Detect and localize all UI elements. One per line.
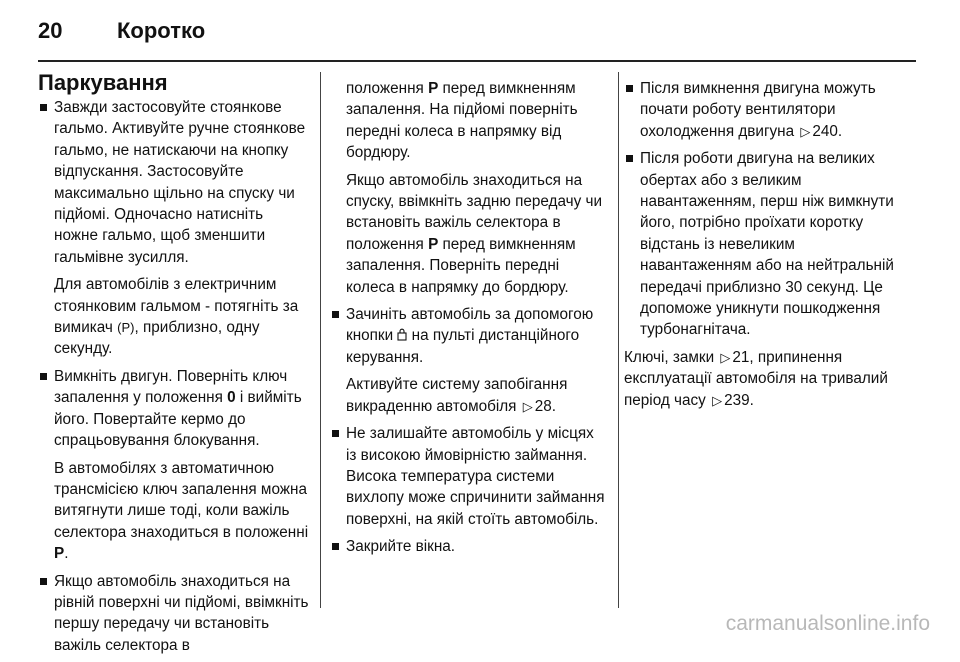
page-number: 20 <box>38 18 63 43</box>
list-item: Вимкніть двигун. Поверніть ключ запалення у положення 0 і вийміть його. Повертайте кермо до спрацьовування блокування. <box>38 366 310 452</box>
reference-arrow-icon: ▷ <box>720 349 731 365</box>
page-header <box>0 0 960 64</box>
page-reference[interactable]: 239. <box>724 391 754 409</box>
column-divider <box>618 72 619 608</box>
list-item: Не залишайте автомобіль у місцях із високою ймовірністю займання. Висока температура системи вихлопу може спричинити займання поверхні, на якій стоїть автомобіль. <box>330 423 605 530</box>
list-item: Зачиніть автомобіль за допомогою кнопки на пульті дистанційного керування. <box>330 304 605 368</box>
page-reference[interactable]: 240. <box>812 122 843 140</box>
chapter-title: Коротко <box>117 18 206 43</box>
page-reference[interactable]: 28. <box>534 397 556 415</box>
list-item: Закрийте вікна. <box>330 536 605 557</box>
header-rule <box>38 60 916 62</box>
cross-reference-paragraph: Ключі, замки ▷ 21, припинення експлуатації автомобіля на тривалий період часу ▷ 239. <box>624 347 910 411</box>
reference-arrow-icon: ▷ <box>522 398 533 414</box>
list-item: Завжди застосовуйте стоянкове гальмо. Активуйте ручне стоянкове гальмо, не натискаючи на кнопку відпускання. Застосовуйте максимально щільно на спуску чи підйомі. Одночасно натисніть ножне гальмо, щоб зменшити гальмівне зусилля. <box>38 97 310 268</box>
list-item: Після вимкнення двигуна можуть почати роботу вентилятори охолодження двигуна ▷ 240. <box>624 78 910 142</box>
column-divider <box>320 72 321 608</box>
reference-arrow-icon: ▷ <box>712 392 723 408</box>
sub-paragraph: Для автомобілів з електричним стоянковим гальмом - потягніть за вимикач (P), приблизно, одну секунду. <box>54 276 299 358</box>
watermark: carmanualsonline.info <box>725 612 930 635</box>
reference-arrow-icon: ▷ <box>800 123 811 139</box>
column-1 <box>38 70 310 662</box>
parking-brake-icon: (P) <box>117 320 135 336</box>
sub-paragraph: Активуйте систему запобігання викраденню автомобіля ▷ 28. <box>330 374 605 417</box>
sub-paragraph: В автомобілях з автоматичною трансмісією ключ запалення можна витягнути лише тоді, коли важіль селектора знаходиться в положенні P. <box>54 459 309 563</box>
list-item: Якщо автомобіль знаходиться на рівній поверхні чи підйомі, ввімкніть першу передачу чи встановіть важіль селектора в <box>38 571 310 657</box>
column-2 <box>330 78 605 564</box>
list-item: Після роботи двигуна на великих обертах або з великим навантаженням, перш ніж вимкнути його, потрібно проїхати коротку відстань із невеликим навантаженням або на нейтральній передачі приблизно 30 секунд. Це допоможе уникнути пошкодження турбонагнітача. <box>624 148 910 341</box>
paragraph: положення P перед вимкненням запалення. На підйомі поверніть передні колеса в напрямку від бордюру. <box>346 80 578 162</box>
page-reference[interactable]: 21, припинення експлуатації автомобіля на тривалий період часу <box>624 348 888 409</box>
section-title: Паркування <box>38 70 168 95</box>
column-3 <box>624 78 910 417</box>
lock-icon <box>397 328 407 341</box>
paragraph: Якщо автомобіль знаходиться на спуску, ввімкніть задню передачу чи встановіть важіль селектора в положення P перед вимкненням запалення. Поверніть передні колеса в напрямку до бордюру. <box>346 171 603 296</box>
